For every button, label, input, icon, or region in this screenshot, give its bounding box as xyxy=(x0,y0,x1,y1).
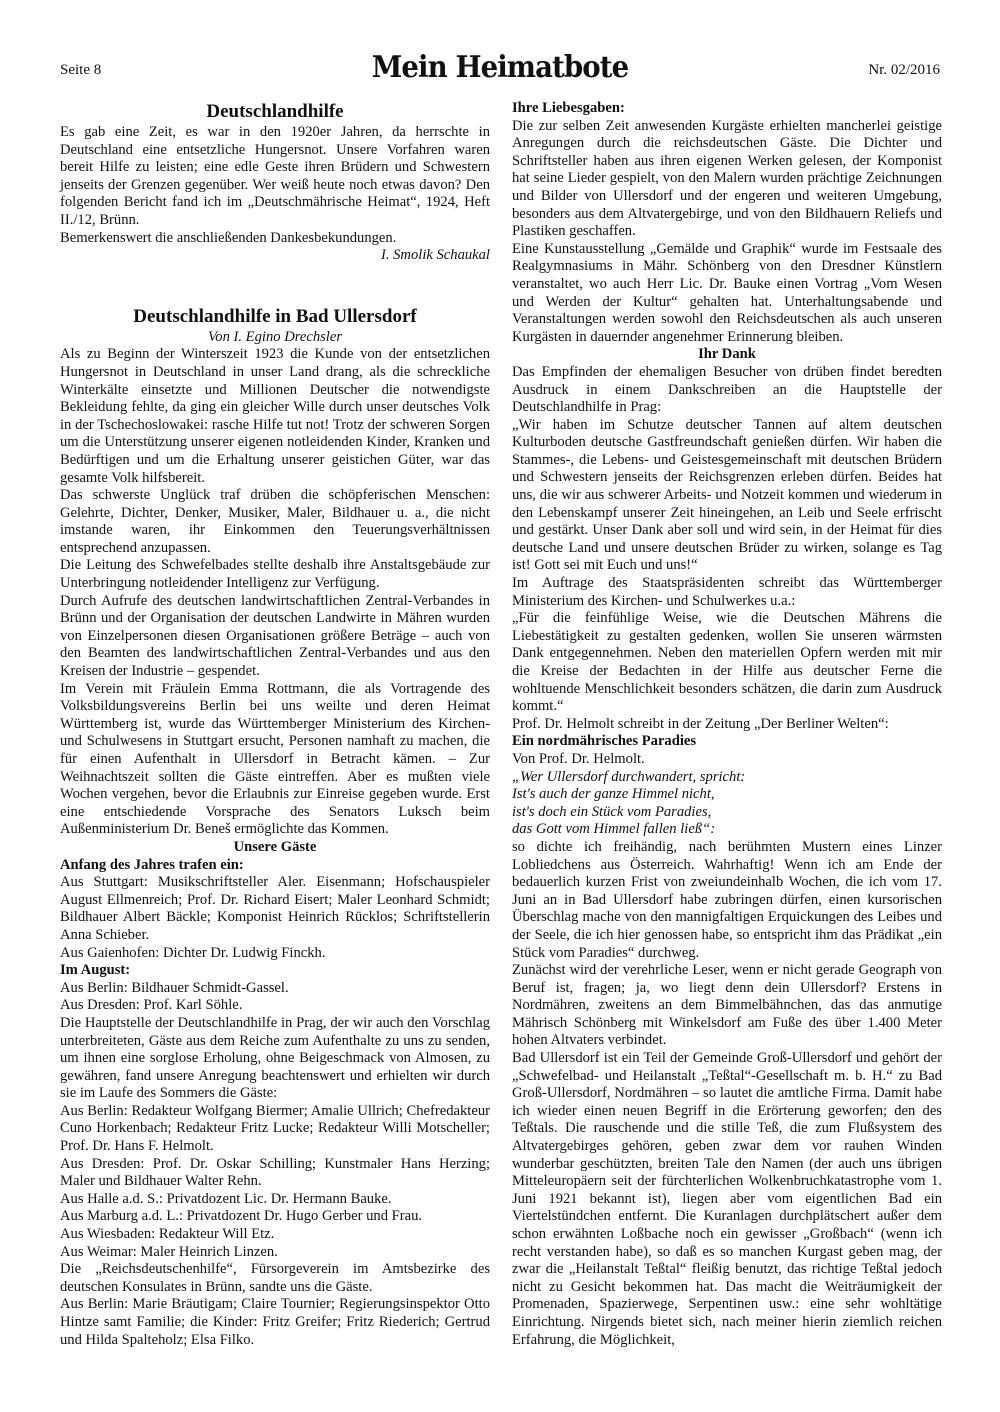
guest-list-item: Aus Halle a.d. S.: Privatdozent Lic. Dr. Hermann Bauke. xyxy=(60,1190,392,1207)
guest-list-item: Aus Berlin: Redakteur Wolfgang Biermer; Amalie Ullrich; Chefredakteur Cuno Horkenbach; Redakteur Fritz Lucke; Redakteur Willi Motscheller; Prof. Dr. Hans F. Helmolt. xyxy=(60,1102,490,1155)
article-title-deutschlandhilfe: Deutschlandhilfe xyxy=(206,101,344,122)
paragraph: Das Empfinden der ehemaligen Besucher von drüben findet beredten Ausdruck in einem Dankschreiben an die Hauptstelle der Deutschlandhilfe in Prag: xyxy=(512,363,942,416)
poem-line: das Gott vom Himmel fallen ließ“: xyxy=(512,821,716,838)
intro-paragraph: Es gab eine Zeit, es war in den 1920er Jahren, da herrschte in Deutschland eine entsetzliche Hungersnot. Unsere Vorfahren waren bereit Hilfe zu leisten; eine edle Geste ihren Brüdern und Schwestern jenseits der Grenzen gegenüber. Wer weiß heute noch etwas davon? Den folgenden Bericht fand ich im „Deutschmährische Heimat“, 1924, Heft II./12, Brünn. xyxy=(60,124,490,228)
paradies-byline: Von Prof. Dr. Helmolt. xyxy=(512,750,645,767)
paragraph: Die „Reichsdeutschenhilfe“, Fürsorgeverein im Amtsbezirke des deutschen Konsulates in Brünn, sandte uns die Gäste. xyxy=(60,1261,490,1295)
paragraph: Im Verein mit Fräulein Emma Rottmann, die als Vortragende des Volksbildungsvereins Berlin bei uns weilte und deren Heimat Württemberg ist, wurde das Württemberger Ministerium des Kirchen- und Schulwesens in Stuttgart ersucht, Personen namhaft zu machen, die für einen Aufenthalt in Ullersdorf in Betracht kämen. – Zur Weihnachtszeit sollten die Gäste eintreffen. Aber es mußten viele Wochen vergehen, bevor die Erlaubnis zur Einreise gegeben wurde. Erst eine entschiedende Vorsprache des Senators Luksch beim Außenministerium Dr. Beneš ermöglichte das Kommen. xyxy=(60,680,490,838)
guest-list-item: Aus Weimar: Maler Heinrich Linzen. xyxy=(60,1243,278,1260)
page-number: Seite 8 xyxy=(60,62,102,78)
subheading-august: Im August: xyxy=(60,962,131,979)
paragraph: Eine Kunstausstellung „Gemälde und Graphik“ wurde im Festsaale des Realgymnasiums in Mähr. Schönberg von den Dresdner Künstlern veranstaltet, wo auch Herr Lic. Dr. Bauke einen Vortrag „Vom Wesen und Werden der Kultur“ gehalten hat. Unterhaltungsabende und Veranstaltungen werden sowohl den Reichsdeutschen als auch unseren Kurgästen in dauernder angenehmer Erinnerung bleiben. xyxy=(512,240,942,345)
masthead-logo: Mein Heimatbote xyxy=(371,50,629,85)
subheading-ihr-dank: Ihr Dank xyxy=(698,346,756,363)
issue-number: Nr. 02/2016 xyxy=(868,62,940,78)
paragraph: Zunächst wird der verehrliche Leser, wenn er nicht gerade Geograph von Beruf ist, fragen; ja, wo liegt denn dein Ullersdorf? Erstens in Nordmähren, zweitens an dem Bimmelbähnchen, das das anmutige Mährisch Schönberg mit Winkelsdorf am Fuße des über 1.400 Meter hohen Altvaters verbindet. xyxy=(512,962,942,1049)
guest-list-item: Aus Dresden: Prof. Dr. Oskar Schilling; Kunstmaler Hans Herzing; Maler und Bildhauer Walter Rehn. xyxy=(60,1155,490,1190)
guest-list-item: Aus Marburg a.d. L.: Privatdozent Dr. Hugo Gerber und Frau. xyxy=(60,1208,423,1225)
left-column xyxy=(60,100,490,1349)
guest-list-item: Aus Stuttgart: Musikschriftsteller Aler. Eisenmann; Hofschauspieler August Ellmenreich; Prof. Dr. Richard Eisert; Maler Leonhard Schmidt; Bildhauer Albert Bäckle; Komponist Heinrich Rücklos; Schriftstellerin Anna Schieber. xyxy=(60,874,490,943)
article-byline: Von I. Egino Drechsler xyxy=(207,328,343,345)
paragraph: Die Leitung des Schwefelbades stellte deshalb ihre Anstaltsgebäude zur Unterbringung notleidender Intelligenz zur Verfügung. xyxy=(60,557,490,592)
subheading-paradies: Ein nordmährisches Paradies xyxy=(512,733,697,750)
paragraph: Das schwerste Unglück traf drüben die schöpferischen Menschen: Gelehrte, Dichter, Denker, Musiker, Maler, Bildhauer u. a., die nicht imstande waren, ihr Einkommen den Teuerungsverhältnissen entsprechend anzupassen. xyxy=(60,487,490,556)
subheading-liebesgaben: Ihre Liebesgaben: xyxy=(512,100,625,116)
guest-list-item: Aus Wiesbaden: Redakteur Will Etz. xyxy=(60,1226,275,1243)
guest-list-item: Aus Gaienhofen: Dichter Dr. Ludwig Finckh. xyxy=(60,944,326,961)
guest-list-item: Aus Dresden: Prof. Karl Söhle. xyxy=(60,997,243,1014)
subheading-unsere-gaeste: Unsere Gäste xyxy=(233,838,317,855)
quote-paragraph: „Wir haben im Schutze deutscher Tannen auf altem deutschen Kulturboden deutsche Gastfreundschaft genießen dürfen. Wir haben die Stammes-, die Lebens- und Geistesgemeinschaft mit deutschen Brüdern und Schwestern jenseits der Reichsgrenzen erleben dürfen. Beides hat uns, die wir aus schwerer Arbeits- und Notzeit kommen und wiederum in den Lebenskampf unserer Zeit hineingehen, an Leib und Seele erfrischt und gestärkt. Unser Dank aber soll und wird sein, in der Heimat für dies deutsche Land und unsere deutschen Brüder zu wirken, solange es Tag ist! Gott sei mit Euch und uns!“ xyxy=(512,416,942,574)
page-header xyxy=(60,50,940,90)
paragraph: so dichte ich freihändig, nach berühmten Mustern eines Linzer Lobliedchens aus Österreich. Wahrhaftig! Wenn ich am Ende der bedauerlich kurzen Frist von zweiundeinhalb Wochen, die ich vom 17. Juni an in Bad Ullersdorf habe zubringen dürfen, einen kursorischen Überschlag mache von den mannigfaltigen Erquickungen des Leibes und der Seele, die ich hier genossen habe, so entspricht ihm das Prädikat „ein Stück vom Paradies“ durchweg. xyxy=(512,838,942,961)
poem-line: ist's doch ein Stück vom Paradies, xyxy=(512,803,712,820)
guest-list-item: Aus Berlin: Marie Bräutigam; Claire Tournier; Regierungsinspektor Otto Hintze samt Familie; die Kinder: Fritz Greifer; Fritz Riederich; Gertrud und Hilda Spalteholz; Elsa Filko. xyxy=(60,1296,490,1348)
paragraph: Die zur selben Zeit anwesenden Kurgäste erhielten mancherlei geistige Anregungen durch die reichsdeutschen Gäste. Die Dichter und Schriftsteller haben aus ihren eigenen Werken gelesen, der Komponist hat seine Lieder gespielt, von den Malern wurden prächtige Zeichnungen und Bilder von Ullersdorf und der engeren und weiteren Umgebung, besonders aus dem Altvatergebirge, und von den Bildhauern Reliefs und Plastiken geschaffen. xyxy=(512,117,942,240)
intro-note: Bemerkenswert die anschließenden Dankesbekundungen. xyxy=(60,229,397,246)
poem-line: „Wer Ullersdorf durchwandert, spricht: xyxy=(512,768,746,785)
quote-paragraph: „Für die feinfühlige Weise, wie die Deutschen Mährens die Liebestätigkeit zu gestalten gedenken, wollen Sie unseren wärmsten Dank entgegennehmen. Neben den materiellen Opfern werden mit mir die Kreise der Bedachten in der Hilfe aus deutscher Ferne die wohltuende Menschlichkeit besonders schätzen, die darin zum Ausdruck kommt.“ xyxy=(512,610,942,715)
paragraph: Bad Ullersdorf ist ein Teil der Gemeinde Groß-Ullersdorf und gehört der „Schwefelbad- und Heilanstalt „Teßtal“-Gesellschaft m. b. H.“ zu Bad Groß-Ullersdorf, Nordmähren – so lautet die amtliche Firma. Damit habe ich wieder einen neuen Begriff in die Erörterung geworfen; den des Teßtals. Die rauschende und die stille Teß, die zum Flußsystem des Altvatergebirges gehören, geben zwar dem vor rauhen Winden wunderbar geschützten, breiten Tale den Namen (der auch uns übrigen Mitteleuropäern seit der fürchterlichen Wolkenbruchkatastrophe vom 1. Juni 1921 bekannt ist), liegen aber vom eigentlichen Bad ein Viertelstündchen entfernt. Die Kuranlagen durchplätschert außer dem schon erwähnten Loßbache noch ein gewisser „Großbach“ (wenn ich recht verstanden habe), so daß es so manchen Kurgast geben mag, der zwar die „Heilanstalt Teßtal“ fleißig benutzt, das richtige Teßtal jedoch nicht zu Gesicht bekommen hat. Das macht die Weiträumigkeit der Promenaden, Spazierwege, Serpentinen usw.: eine sehr wohltätige Einrichtung. Nirgends bietet sich, nach meiner hierin ziemlich reichen Erfahrung, die Möglichkeit, xyxy=(512,1050,942,1348)
paragraph: Prof. Dr. Helmolt schreibt in der Zeitung „Der Berliner Welten“: xyxy=(512,715,889,732)
paragraph: Durch Aufrufe des deutschen landwirtschaftlichen Zentral-Verbandes in Brünn und der Organisation der deutschen Landwirte in Mähren wurden von Einzelpersonen diesen Organisationen größere Beträge – auch von den Beamten des landwirtschaftlichen Zentral-Verbandes und aus den Kreisen der Industrie – gespendet. xyxy=(60,592,490,680)
paragraph: Als zu Beginn der Winterszeit 1923 die Kunde von der entsetzlichen Hungersnot in Deutschland in unser Land drang, als die schreckliche Winterkälte einsetzte und Millionen Deutscher die notwendigste Bekleidung fehlte, da ging ein gleicher Wille durch unser deutsches Volk in der Tschechoslowakei: rasche Hilfe tut not! Trotz der schweren Sorgen um die Unterstützung unserer eigenen notleidenden Kinder, Kranken und Bedürftigen und um die Erhaltung unserer geistichen Güter, war das gesamte Volk hilfsbereit. xyxy=(60,346,490,486)
intro-signature: I. Smolik Schaukal xyxy=(380,247,490,264)
paragraph: Die Hauptstelle der Deutschlandhilfe in Prag, der wir auch den Vorschlag unterbreiteten, Gäste aus dem Reiche zum Aufenthalte zu uns zu senden, um ihnen eine sorglose Erholung, ohne Beigeschmack von Almosen, zu gewähren, fand unsere Anregung beachtenswert und erhielten wir durch sie im Laufe des Sommers die Gäste: xyxy=(60,1014,490,1102)
paragraph: Im Auftrage des Staatspräsidenten schreibt das Württemberger Ministerium des Kirchen- und Schulwerkes u.a.: xyxy=(512,575,942,609)
subheading-anfang: Anfang des Jahres trafen ein: xyxy=(60,856,244,873)
right-column xyxy=(512,100,942,1349)
article-title-bad-ullersdorf: Deutschlandhilfe in Bad Ullersdorf xyxy=(133,305,417,327)
poem-line: Ist's auch der ganze Himmel nicht, xyxy=(512,786,715,803)
guest-list-item: Aus Berlin: Bildhauer Schmidt-Gassel. xyxy=(60,979,289,996)
